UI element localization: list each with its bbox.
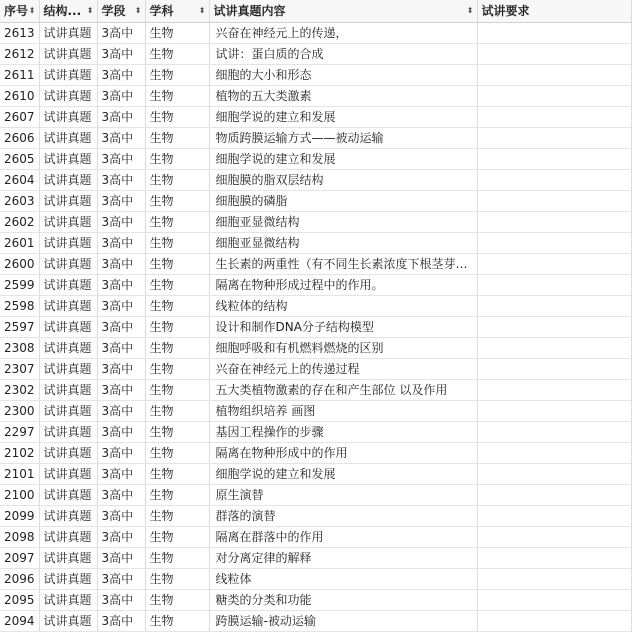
cell-id[interactable]: 2607 — [0, 107, 39, 128]
cell-requirement[interactable] — [477, 107, 631, 128]
cell-content[interactable]: 原生演替 — [209, 485, 477, 506]
cell-structure[interactable]: 试讲真题 — [39, 191, 97, 212]
table-row[interactable] — [0, 170, 631, 191]
cell-structure[interactable]: 试讲真题 — [39, 338, 97, 359]
cell-requirement[interactable] — [477, 254, 631, 275]
cell-subject[interactable]: 生物 — [145, 569, 209, 590]
cell-content[interactable]: 隔离在物种形成过程中的作用。 — [209, 275, 477, 296]
cell-subject[interactable]: 生物 — [145, 128, 209, 149]
cell-id[interactable]: 2597 — [0, 317, 39, 338]
cell-subject[interactable]: 生物 — [145, 506, 209, 527]
cell-stage[interactable]: 3高中 — [97, 296, 145, 317]
cell-id[interactable]: 2302 — [0, 380, 39, 401]
table-row[interactable] — [0, 464, 631, 485]
cell-requirement[interactable] — [477, 296, 631, 317]
cell-stage[interactable]: 3高中 — [97, 359, 145, 380]
cell-content[interactable]: 植物组织培养 画图 — [209, 401, 477, 422]
sort-updown-icon[interactable]: ⬍ — [134, 6, 142, 15]
table-row[interactable] — [0, 590, 631, 611]
cell-structure[interactable]: 试讲真题 — [39, 527, 97, 548]
cell-content[interactable]: 兴奋在神经元上的传递过程 — [209, 359, 477, 380]
cell-id[interactable]: 2096 — [0, 569, 39, 590]
cell-subject[interactable]: 生物 — [145, 149, 209, 170]
cell-content[interactable]: 跨膜运输-被动运输 — [209, 611, 477, 632]
table-row[interactable] — [0, 317, 631, 338]
cell-subject[interactable]: 生物 — [145, 233, 209, 254]
cell-subject[interactable]: 生物 — [145, 380, 209, 401]
cell-stage[interactable]: 3高中 — [97, 65, 145, 86]
cell-structure[interactable]: 试讲真题 — [39, 275, 97, 296]
table-row[interactable] — [0, 506, 631, 527]
cell-content[interactable]: 糖类的分类和功能 — [209, 590, 477, 611]
cell-subject[interactable]: 生物 — [145, 611, 209, 632]
cell-content[interactable]: 细胞学说的建立和发展 — [209, 107, 477, 128]
cell-requirement[interactable] — [477, 275, 631, 296]
cell-subject[interactable]: 生物 — [145, 296, 209, 317]
table-row[interactable] — [0, 107, 631, 128]
cell-content[interactable]: 细胞膜的脂双层结构 — [209, 170, 477, 191]
column-header-label: 试讲真题内容 — [213, 4, 286, 18]
cell-id[interactable]: 2300 — [0, 401, 39, 422]
cell-structure[interactable]: 试讲真题 — [39, 443, 97, 464]
cell-subject[interactable]: 生物 — [145, 590, 209, 611]
cell-stage[interactable]: 3高中 — [97, 611, 145, 632]
cell-stage[interactable]: 3高中 — [97, 317, 145, 338]
cell-stage[interactable]: 3高中 — [97, 254, 145, 275]
cell-stage[interactable]: 3高中 — [97, 443, 145, 464]
table-row[interactable] — [0, 23, 631, 44]
cell-id[interactable]: 2100 — [0, 485, 39, 506]
cell-structure[interactable]: 试讲真题 — [39, 548, 97, 569]
cell-structure[interactable]: 试讲真题 — [39, 569, 97, 590]
cell-stage[interactable]: 3高中 — [97, 191, 145, 212]
cell-stage[interactable]: 3高中 — [97, 548, 145, 569]
cell-structure[interactable]: 试讲真题 — [39, 401, 97, 422]
cell-subject[interactable]: 生物 — [145, 44, 209, 65]
table-row[interactable] — [0, 548, 631, 569]
cell-requirement[interactable] — [477, 233, 631, 254]
cell-structure[interactable]: 试讲真题 — [39, 86, 97, 107]
cell-content[interactable]: 生长素的两重性（有不同生长素浓度下根茎芽… — [209, 254, 477, 275]
cell-subject[interactable]: 生物 — [145, 464, 209, 485]
cell-requirement[interactable] — [477, 422, 631, 443]
cell-id[interactable]: 2612 — [0, 44, 39, 65]
cell-id[interactable]: 2603 — [0, 191, 39, 212]
table-row[interactable] — [0, 254, 631, 275]
table-header — [0, 0, 631, 23]
cell-content[interactable]: 五大类植物激素的存在和产生部位 以及作用 — [209, 380, 477, 401]
cell-structure[interactable]: 试讲真题 — [39, 23, 97, 44]
cell-requirement[interactable] — [477, 506, 631, 527]
table-row[interactable] — [0, 65, 631, 86]
cell-content[interactable]: 植物的五大类激素 — [209, 86, 477, 107]
cell-id[interactable]: 2599 — [0, 275, 39, 296]
cell-requirement[interactable] — [477, 44, 631, 65]
cell-id[interactable]: 2600 — [0, 254, 39, 275]
cell-id[interactable]: 2605 — [0, 149, 39, 170]
sort-updown-icon[interactable]: ⬍ — [198, 6, 206, 15]
column-header-requirement[interactable] — [477, 0, 631, 23]
cell-content[interactable]: 线粒体 — [209, 569, 477, 590]
cell-requirement[interactable] — [477, 590, 631, 611]
table-row[interactable] — [0, 128, 631, 149]
table-row[interactable] — [0, 149, 631, 170]
cell-id[interactable]: 2610 — [0, 86, 39, 107]
header-row — [0, 0, 631, 23]
cell-stage[interactable]: 3高中 — [97, 170, 145, 191]
cell-id[interactable]: 2099 — [0, 506, 39, 527]
cell-id[interactable]: 2604 — [0, 170, 39, 191]
table-row[interactable] — [0, 233, 631, 254]
cell-structure[interactable]: 试讲真题 — [39, 485, 97, 506]
column-header-structure[interactable] — [39, 0, 97, 23]
table-row[interactable] — [0, 485, 631, 506]
cell-requirement[interactable] — [477, 359, 631, 380]
cell-structure[interactable]: 试讲真题 — [39, 611, 97, 632]
cell-requirement[interactable] — [477, 569, 631, 590]
cell-stage[interactable]: 3高中 — [97, 485, 145, 506]
cell-subject[interactable]: 生物 — [145, 317, 209, 338]
cell-id[interactable]: 2098 — [0, 527, 39, 548]
cell-content[interactable]: 基因工程操作的步骤 — [209, 422, 477, 443]
table-body — [0, 23, 631, 632]
cell-requirement[interactable] — [477, 128, 631, 149]
cell-requirement[interactable] — [477, 611, 631, 632]
table-row[interactable] — [0, 338, 631, 359]
sort-updown-icon[interactable]: ⬍ — [466, 6, 474, 15]
cell-id[interactable]: 2095 — [0, 590, 39, 611]
table-row[interactable] — [0, 401, 631, 422]
cell-subject[interactable]: 生物 — [145, 254, 209, 275]
cell-requirement[interactable] — [477, 401, 631, 422]
cell-stage[interactable]: 3高中 — [97, 401, 145, 422]
cell-stage[interactable]: 3高中 — [97, 464, 145, 485]
cell-structure[interactable]: 试讲真题 — [39, 359, 97, 380]
cell-stage[interactable]: 3高中 — [97, 128, 145, 149]
cell-structure[interactable]: 试讲真题 — [39, 296, 97, 317]
table-row[interactable] — [0, 359, 631, 380]
cell-id[interactable]: 2102 — [0, 443, 39, 464]
cell-content[interactable]: 细胞亚显微结构 — [209, 233, 477, 254]
cell-structure[interactable]: 试讲真题 — [39, 149, 97, 170]
cell-content[interactable]: 兴奋在神经元上的传递， — [209, 23, 477, 44]
cell-content[interactable]: 隔离在群落中的作用 — [209, 527, 477, 548]
cell-requirement[interactable] — [477, 65, 631, 86]
cell-content[interactable]: 设计和制作DNA分子结构模型 — [209, 317, 477, 338]
cell-stage[interactable]: 3高中 — [97, 338, 145, 359]
column-header-label: 学科 — [149, 4, 174, 18]
cell-stage[interactable]: 3高中 — [97, 233, 145, 254]
column-header-label: 结构... — [43, 4, 82, 18]
cell-structure[interactable]: 试讲真题 — [39, 107, 97, 128]
cell-content[interactable]: 群落的演替 — [209, 506, 477, 527]
cell-subject[interactable]: 生物 — [145, 107, 209, 128]
cell-structure[interactable]: 试讲真题 — [39, 233, 97, 254]
cell-requirement[interactable] — [477, 170, 631, 191]
cell-subject[interactable]: 生物 — [145, 170, 209, 191]
cell-subject[interactable]: 生物 — [145, 422, 209, 443]
cell-content[interactable]: 线粒体的结构 — [209, 296, 477, 317]
table-row[interactable] — [0, 569, 631, 590]
cell-id[interactable]: 2598 — [0, 296, 39, 317]
cell-stage[interactable]: 3高中 — [97, 149, 145, 170]
table-row[interactable] — [0, 212, 631, 233]
cell-id[interactable]: 2101 — [0, 464, 39, 485]
cell-subject[interactable]: 生物 — [145, 485, 209, 506]
cell-requirement[interactable] — [477, 548, 631, 569]
cell-requirement[interactable] — [477, 191, 631, 212]
column-header-label: 学段 — [101, 4, 126, 18]
column-header-id[interactable] — [0, 0, 39, 23]
cell-stage[interactable]: 3高中 — [97, 569, 145, 590]
cell-id[interactable]: 2602 — [0, 212, 39, 233]
column-header-label: 试讲要求 — [481, 4, 530, 18]
cell-stage[interactable]: 3高中 — [97, 107, 145, 128]
cell-structure[interactable]: 试讲真题 — [39, 317, 97, 338]
cell-subject[interactable]: 生物 — [145, 443, 209, 464]
table-row[interactable] — [0, 86, 631, 107]
cell-structure[interactable]: 试讲真题 — [39, 170, 97, 191]
table-row[interactable] — [0, 191, 631, 212]
cell-content[interactable]: 细胞学说的建立和发展 — [209, 149, 477, 170]
cell-content[interactable]: 细胞膜的磷脂 — [209, 191, 477, 212]
cell-structure[interactable]: 试讲真题 — [39, 212, 97, 233]
cell-id[interactable]: 2606 — [0, 128, 39, 149]
table-row[interactable] — [0, 296, 631, 317]
column-header-subject[interactable] — [145, 0, 209, 23]
cell-subject[interactable]: 生物 — [145, 65, 209, 86]
cell-requirement[interactable] — [477, 149, 631, 170]
cell-id[interactable]: 2097 — [0, 548, 39, 569]
cell-id[interactable]: 2307 — [0, 359, 39, 380]
cell-id[interactable]: 2613 — [0, 23, 39, 44]
cell-structure[interactable]: 试讲真题 — [39, 65, 97, 86]
cell-stage[interactable]: 3高中 — [97, 506, 145, 527]
cell-structure[interactable]: 试讲真题 — [39, 380, 97, 401]
table-row[interactable] — [0, 422, 631, 443]
cell-content[interactable]: 隔离在物种形成中的作用 — [209, 443, 477, 464]
cell-requirement[interactable] — [477, 86, 631, 107]
cell-subject[interactable]: 生物 — [145, 212, 209, 233]
cell-stage[interactable]: 3高中 — [97, 23, 145, 44]
table-row[interactable] — [0, 275, 631, 296]
cell-requirement[interactable] — [477, 380, 631, 401]
cell-structure[interactable]: 试讲真题 — [39, 506, 97, 527]
cell-requirement[interactable] — [477, 338, 631, 359]
cell-structure[interactable]: 试讲真题 — [39, 422, 97, 443]
cell-stage[interactable]: 3高中 — [97, 590, 145, 611]
cell-id[interactable]: 2297 — [0, 422, 39, 443]
cell-requirement[interactable] — [477, 317, 631, 338]
cell-structure[interactable]: 试讲真题 — [39, 254, 97, 275]
sort-updown-icon[interactable]: ⬍ — [28, 6, 36, 15]
cell-subject[interactable]: 生物 — [145, 359, 209, 380]
cell-stage[interactable]: 3高中 — [97, 527, 145, 548]
cell-requirement[interactable] — [477, 443, 631, 464]
cell-subject[interactable]: 生物 — [145, 191, 209, 212]
cell-subject[interactable]: 生物 — [145, 23, 209, 44]
cell-id[interactable]: 2308 — [0, 338, 39, 359]
cell-content[interactable]: 细胞呼吸和有机燃料燃烧的区别 — [209, 338, 477, 359]
cell-stage[interactable]: 3高中 — [97, 275, 145, 296]
cell-content[interactable]: 物质跨膜运输方式——被动运输 — [209, 128, 477, 149]
column-header-stage[interactable] — [97, 0, 145, 23]
cell-stage[interactable]: 3高中 — [97, 212, 145, 233]
cell-structure[interactable]: 试讲真题 — [39, 590, 97, 611]
cell-structure[interactable]: 试讲真题 — [39, 44, 97, 65]
table-row[interactable] — [0, 611, 631, 632]
sort-updown-icon[interactable]: ⬍ — [86, 6, 94, 15]
cell-requirement[interactable] — [477, 485, 631, 506]
cell-subject[interactable]: 生物 — [145, 338, 209, 359]
cell-id[interactable]: 2601 — [0, 233, 39, 254]
cell-id[interactable]: 2094 — [0, 611, 39, 632]
cell-structure[interactable]: 试讲真题 — [39, 128, 97, 149]
cell-content[interactable]: 试讲：蛋白质的合成 — [209, 44, 477, 65]
cell-stage[interactable]: 3高中 — [97, 86, 145, 107]
cell-requirement[interactable] — [477, 464, 631, 485]
cell-content[interactable]: 细胞学说的建立和发展 — [209, 464, 477, 485]
cell-subject[interactable]: 生物 — [145, 401, 209, 422]
cell-content[interactable]: 对分离定律的解释 — [209, 548, 477, 569]
cell-content[interactable]: 细胞的大小和形态 — [209, 65, 477, 86]
cell-subject[interactable]: 生物 — [145, 548, 209, 569]
cell-stage[interactable]: 3高中 — [97, 44, 145, 65]
cell-subject[interactable]: 生物 — [145, 527, 209, 548]
cell-subject[interactable]: 生物 — [145, 86, 209, 107]
column-header-content[interactable] — [209, 0, 477, 23]
table-row[interactable] — [0, 443, 631, 464]
table-row[interactable] — [0, 44, 631, 65]
cell-requirement[interactable] — [477, 527, 631, 548]
cell-stage[interactable]: 3高中 — [97, 422, 145, 443]
cell-structure[interactable]: 试讲真题 — [39, 464, 97, 485]
table-row[interactable] — [0, 380, 631, 401]
table-row[interactable] — [0, 527, 631, 548]
column-header-label: 序号 — [4, 4, 29, 18]
cell-stage[interactable]: 3高中 — [97, 380, 145, 401]
cell-subject[interactable]: 生物 — [145, 275, 209, 296]
cell-content[interactable]: 细胞亚显微结构 — [209, 212, 477, 233]
cell-id[interactable]: 2611 — [0, 65, 39, 86]
cell-requirement[interactable] — [477, 23, 631, 44]
cell-requirement[interactable] — [477, 212, 631, 233]
